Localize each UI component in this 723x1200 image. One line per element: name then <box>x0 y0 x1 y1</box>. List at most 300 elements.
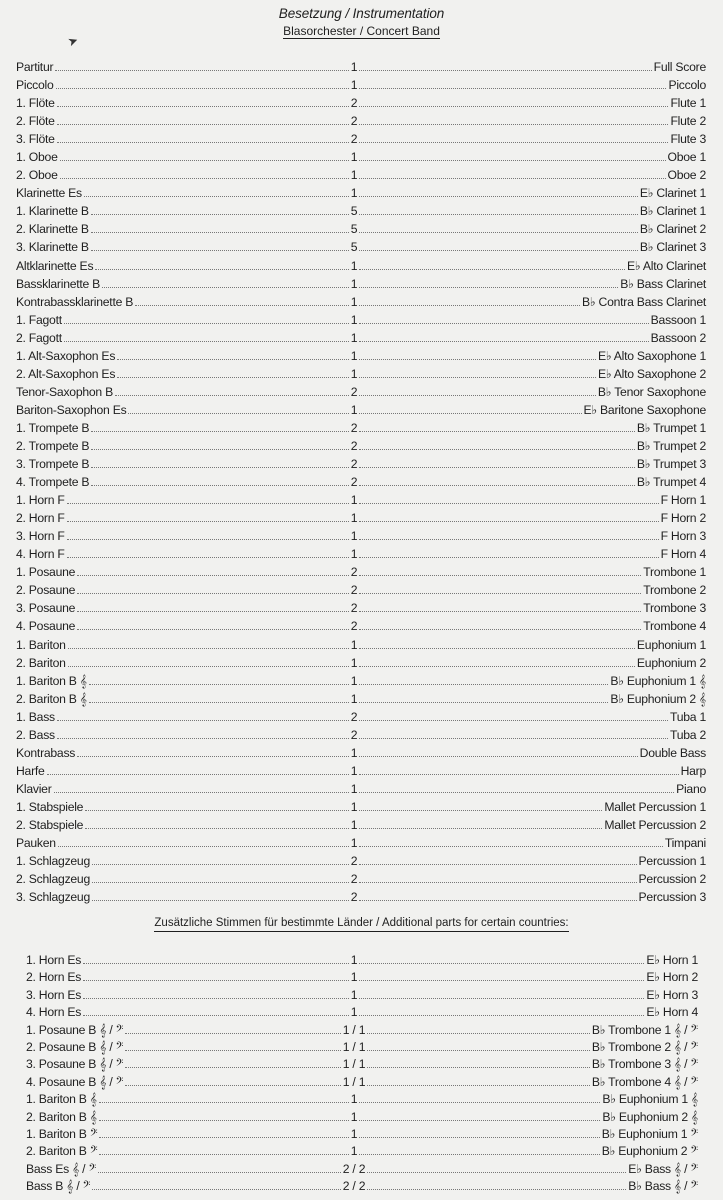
dot-leader <box>359 1015 644 1016</box>
part-row <box>26 1142 698 1159</box>
dot-leader <box>367 1085 590 1086</box>
part-name-en: Percussion 3 <box>638 890 706 905</box>
part-count: 1 <box>350 493 358 508</box>
dot-leader <box>359 980 644 981</box>
part-name-de: 2. Schlagzeug <box>16 872 90 887</box>
part-name-en: B♭ Bass Clarinet <box>620 276 706 291</box>
part-row <box>16 617 706 635</box>
dot-leader <box>77 611 349 612</box>
part-count: 1 <box>350 258 358 273</box>
part-name-de: 3. Klarinette B <box>16 240 89 255</box>
dot-leader <box>359 575 641 576</box>
part-count: 1 <box>350 745 358 760</box>
part-row <box>26 951 698 968</box>
part-name-en: E♭ Alto Clarinet <box>627 258 706 273</box>
dot-leader <box>84 196 349 197</box>
part-count: 5 <box>350 222 358 237</box>
dot-leader <box>91 214 349 215</box>
part-name-de: 1. Bariton B 𝄢 <box>26 1126 98 1141</box>
part-row <box>16 762 706 780</box>
dot-leader <box>58 846 349 847</box>
part-count: 2 <box>350 854 358 869</box>
part-count: 1 <box>350 186 358 201</box>
part-row <box>16 112 706 130</box>
dot-leader <box>359 449 635 450</box>
part-name-en: B♭ Euphonium 1 𝄞 <box>602 1092 698 1107</box>
part-name-de: Partitur <box>16 60 54 74</box>
dot-leader <box>359 666 635 667</box>
part-row <box>26 1038 698 1055</box>
part-name-de: 1. Bariton B 𝄞 <box>16 673 87 688</box>
dot-leader <box>83 998 349 999</box>
part-count: 2 / 2 <box>342 1161 366 1176</box>
part-count: 1 / 1 <box>342 1022 366 1037</box>
part-count: 1 <box>350 799 358 814</box>
page-header <box>0 5 723 40</box>
part-count: 1 <box>350 168 358 183</box>
pencil-mark-icon: ➤ <box>65 32 81 50</box>
dot-leader <box>367 1033 590 1034</box>
additional-parts-heading <box>0 916 723 932</box>
part-count: 2 <box>350 890 358 905</box>
part-name-de: 1. Horn F <box>16 493 65 508</box>
part-count: 1 <box>350 655 358 670</box>
part-name-en: Tuba 2 <box>670 727 706 742</box>
part-name-en: B♭ Trombone 4 𝄞 / 𝄢 <box>591 1074 698 1089</box>
part-row <box>26 1003 698 1020</box>
dot-leader <box>359 485 635 486</box>
dot-leader <box>57 738 349 739</box>
part-row <box>26 1021 698 1038</box>
dot-leader <box>359 864 636 865</box>
dot-leader <box>117 377 349 378</box>
dot-leader <box>359 160 665 161</box>
part-count: 2 <box>350 565 358 580</box>
part-name-en: Percussion 2 <box>638 872 706 887</box>
part-name-en: B♭ Trombone 2 𝄞 / 𝄢 <box>591 1039 698 1054</box>
part-row <box>16 94 706 112</box>
dot-leader <box>91 250 349 251</box>
part-count: 2 <box>350 114 358 129</box>
part-count: 2 <box>350 132 358 147</box>
dot-leader <box>359 593 641 594</box>
part-name-en: F Horn 1 <box>660 493 706 508</box>
dot-leader <box>85 828 349 829</box>
part-name-de: 2. Bass <box>16 727 55 742</box>
part-name-de: 2. Posaune <box>16 583 76 598</box>
part-name-en: F Horn 3 <box>660 529 706 544</box>
part-count: 1 <box>350 836 358 851</box>
part-count: 2 <box>350 457 358 472</box>
dot-leader <box>359 557 658 558</box>
dot-leader <box>359 142 668 143</box>
part-name-de: 2. Stabspiele <box>16 817 84 832</box>
dot-leader <box>359 882 636 883</box>
part-name-en: Trombone 2 <box>643 583 706 598</box>
dot-leader <box>359 305 580 306</box>
part-name-de: 3. Horn Es <box>26 987 82 1002</box>
dot-leader <box>359 998 644 999</box>
part-name-de: 2. Klarinette B <box>16 222 89 237</box>
part-count: 1 <box>350 763 358 778</box>
part-name-en: B♭ Euphonium 2 𝄞 <box>602 1109 698 1124</box>
part-name-en: E♭ Horn 3 <box>646 987 698 1002</box>
part-count: 1 <box>350 511 358 526</box>
dot-leader <box>359 232 638 233</box>
dot-leader <box>68 666 349 667</box>
part-name-de: Piccolo <box>16 78 54 93</box>
part-name-en: Oboe 1 <box>667 150 706 165</box>
part-name-de: 2. Bariton B 𝄞 <box>26 1109 97 1124</box>
dot-leader <box>359 900 636 901</box>
part-name-en: F Horn 2 <box>660 511 706 526</box>
part-row <box>26 1108 698 1125</box>
dot-leader <box>55 70 348 71</box>
part-name-en: E♭ Baritone Saxophone <box>583 402 706 417</box>
part-row <box>26 1177 698 1194</box>
part-name-de: Bass Es 𝄞 / 𝄢 <box>26 1161 97 1176</box>
part-row <box>16 744 706 762</box>
part-name-de: Altklarinette Es <box>16 258 94 273</box>
part-name-de: 1. Posaune <box>16 565 76 580</box>
additional-parts-heading-text: Zusätzliche Stimmen für bestimmte Länder / Additional parts for certain countries: <box>154 916 568 932</box>
part-count: 1 <box>350 330 358 345</box>
part-name-en: Trombone 3 <box>643 601 706 616</box>
part-name-de: Bassklarinette B <box>16 276 101 291</box>
part-name-de: 3. Trompete B <box>16 457 90 472</box>
part-row <box>16 870 706 888</box>
dot-leader <box>359 539 658 540</box>
dot-leader <box>64 341 349 342</box>
part-name-en: B♭ Trombone 3 𝄞 / 𝄢 <box>591 1057 698 1072</box>
part-count: 2 <box>350 727 358 742</box>
part-count: 2 <box>350 420 358 435</box>
part-count: 2 <box>350 872 358 887</box>
part-name-en: E♭ Horn 2 <box>646 970 698 985</box>
dot-leader <box>117 359 349 360</box>
part-name-de: 4. Horn Es <box>26 1005 82 1020</box>
part-name-en: B♭ Bass 𝄞 / 𝄢 <box>628 1179 698 1194</box>
main-parts-list <box>16 58 706 906</box>
part-count: 2 / 2 <box>342 1179 366 1194</box>
part-count: 5 <box>350 204 358 219</box>
part-name-en: B♭ Trumpet 1 <box>636 420 706 435</box>
dot-leader <box>359 395 596 396</box>
part-name-de: Pauken <box>16 836 56 851</box>
part-count: 1 <box>350 1109 358 1124</box>
part-row <box>26 1090 698 1107</box>
part-row <box>16 238 706 256</box>
part-count: 1 <box>350 1092 358 1107</box>
part-row <box>16 780 706 798</box>
part-name-de: 1. Stabspiele <box>16 799 84 814</box>
dot-leader <box>359 124 668 125</box>
part-name-de: 2. Trompete B <box>16 438 90 453</box>
dot-leader <box>125 1085 341 1086</box>
part-name-de: 2. Bariton B 𝄞 <box>16 691 87 706</box>
part-count: 1 <box>350 673 358 688</box>
part-row <box>16 726 706 744</box>
part-name-en: E♭ Horn 1 <box>646 953 698 967</box>
part-row <box>16 275 706 293</box>
dot-leader <box>115 395 349 396</box>
part-name-de: Klarinette Es <box>16 186 82 201</box>
part-row <box>16 834 706 852</box>
dot-leader <box>359 359 596 360</box>
part-row <box>16 527 706 545</box>
dot-leader <box>359 341 648 342</box>
part-row <box>16 581 706 599</box>
dot-leader <box>60 160 349 161</box>
part-name-en: Mallet Percussion 2 <box>604 817 706 832</box>
dot-leader <box>359 720 668 721</box>
dot-leader <box>359 611 641 612</box>
part-name-de: 2. Fagott <box>16 330 62 345</box>
part-row <box>16 419 706 437</box>
part-row <box>16 401 706 419</box>
dot-leader <box>92 882 349 883</box>
part-name-de: 1. Posaune B 𝄞 / 𝄢 <box>26 1022 124 1037</box>
dot-leader <box>359 738 668 739</box>
part-row <box>16 347 706 365</box>
part-name-en: Tuba 1 <box>670 709 706 724</box>
part-name-de: 2. Horn F <box>16 511 65 526</box>
part-name-en: B♭ Trumpet 4 <box>636 475 706 490</box>
part-name-de: 3. Flöte <box>16 132 55 147</box>
part-count: 1 <box>350 1005 358 1020</box>
part-name-de: 3. Horn F <box>16 529 65 544</box>
part-row <box>16 202 706 220</box>
dot-leader <box>99 1154 348 1155</box>
part-count: 1 <box>350 970 358 985</box>
dot-leader <box>128 413 348 414</box>
part-name-en: B♭ Clarinet 1 <box>639 204 706 219</box>
part-name-de: 1. Bass <box>16 709 55 724</box>
dot-leader <box>135 305 349 306</box>
part-name-de: 1. Schlagzeug <box>16 854 90 869</box>
page-title: Besetzung / Instrumentation <box>278 6 445 21</box>
part-name-de: 1. Bariton B 𝄞 <box>26 1092 97 1107</box>
dot-leader <box>83 963 349 964</box>
part-name-en: Percussion 1 <box>638 854 706 869</box>
part-count: 1 <box>350 637 358 652</box>
dot-leader <box>359 106 668 107</box>
dot-leader <box>359 413 581 414</box>
dot-leader <box>102 287 349 288</box>
part-count: 1 <box>350 1144 358 1159</box>
dot-leader <box>99 1137 348 1138</box>
part-name-en: Bassoon 1 <box>650 312 706 327</box>
part-count: 1 / 1 <box>342 1074 366 1089</box>
part-name-de: 3. Posaune B 𝄞 / 𝄢 <box>26 1057 124 1072</box>
part-row <box>16 293 706 311</box>
dot-leader <box>359 503 658 504</box>
dot-leader <box>60 178 349 179</box>
dot-leader <box>359 1137 599 1138</box>
part-row <box>16 888 706 906</box>
dot-leader <box>359 1102 600 1103</box>
dot-leader <box>359 196 638 197</box>
part-name-en: Euphonium 1 <box>636 637 706 652</box>
part-name-de: Harfe <box>16 763 45 778</box>
dot-leader <box>359 629 641 630</box>
part-row <box>16 311 706 329</box>
part-name-en: B♭ Euphonium 1 𝄞 <box>610 673 706 688</box>
part-row <box>16 473 706 491</box>
part-name-en: Trombone 4 <box>643 619 706 634</box>
part-name-en: Piccolo <box>668 78 706 93</box>
dot-leader <box>77 756 349 757</box>
dot-leader <box>359 250 638 251</box>
dot-leader <box>125 1050 341 1051</box>
part-count: 2 <box>350 583 358 598</box>
part-count: 1 <box>350 817 358 832</box>
part-row <box>26 986 698 1003</box>
dot-leader <box>359 756 637 757</box>
dot-leader <box>359 287 618 288</box>
part-count: 1 <box>350 547 358 562</box>
part-name-de: 1. Alt-Saxophon Es <box>16 348 116 363</box>
part-count: 1 <box>350 78 358 93</box>
dot-leader <box>89 702 349 703</box>
dot-leader <box>359 702 608 703</box>
part-row <box>16 816 706 834</box>
dot-leader <box>367 1189 626 1190</box>
part-name-en: Full Score <box>653 60 706 74</box>
dot-leader <box>98 1172 341 1173</box>
dot-leader <box>54 792 349 793</box>
dot-leader <box>359 214 638 215</box>
part-row <box>16 130 706 148</box>
part-name-en: B♭ Trombone 1 𝄞 / 𝄢 <box>591 1022 698 1037</box>
additional-parts-list <box>26 951 698 1194</box>
part-count: 2 <box>350 475 358 490</box>
part-name-en: B♭ Euphonium 1 𝄢 <box>601 1126 698 1141</box>
dot-leader <box>47 774 349 775</box>
part-count: 2 <box>350 438 358 453</box>
part-name-de: 2. Flöte <box>16 114 55 129</box>
part-count: 1 <box>350 312 358 327</box>
part-name-de: 2. Alt-Saxophon Es <box>16 366 116 381</box>
dot-leader <box>67 557 349 558</box>
part-row <box>26 1073 698 1090</box>
dot-leader <box>367 1067 590 1068</box>
part-name-en: Euphonium 2 <box>636 655 706 670</box>
dot-leader <box>359 963 644 964</box>
part-row <box>16 545 706 563</box>
part-name-de: 3. Schlagzeug <box>16 890 90 905</box>
part-count: 2 <box>350 601 358 616</box>
part-name-de: 2. Bariton B 𝄢 <box>26 1144 98 1159</box>
dot-leader <box>91 467 348 468</box>
part-name-de: 1. Oboe <box>16 150 58 165</box>
dot-leader <box>359 1154 599 1155</box>
part-row <box>26 1160 698 1177</box>
dot-leader <box>359 648 635 649</box>
part-count: 5 <box>350 240 358 255</box>
dot-leader <box>56 88 349 89</box>
part-name-de: 2. Oboe <box>16 168 58 183</box>
part-count: 1 <box>350 529 358 544</box>
dot-leader <box>77 593 349 594</box>
dot-leader <box>359 70 651 71</box>
dot-leader <box>367 1172 626 1173</box>
part-name-en: Mallet Percussion 1 <box>604 799 706 814</box>
part-name-en: Flute 3 <box>670 132 706 147</box>
dot-leader <box>91 449 348 450</box>
part-count: 1 <box>350 348 358 363</box>
part-name-en: B♭ Trumpet 2 <box>636 438 706 453</box>
part-row <box>16 383 706 401</box>
part-row <box>16 509 706 527</box>
part-count: 1 <box>350 781 358 796</box>
part-name-de: 2. Bariton <box>16 655 66 670</box>
dot-leader <box>92 1189 341 1190</box>
part-name-de: 4. Trompete B <box>16 475 90 490</box>
dot-leader <box>92 900 349 901</box>
part-count: 1 <box>350 953 358 967</box>
part-row <box>16 329 706 347</box>
dot-leader <box>359 792 674 793</box>
dot-leader <box>125 1033 341 1034</box>
part-row <box>16 58 706 76</box>
dot-leader <box>359 178 665 179</box>
part-name-de: 2. Horn Es <box>26 970 82 985</box>
part-name-en: Bassoon 2 <box>650 330 706 345</box>
dot-leader <box>367 1050 590 1051</box>
part-name-de: 2. Posaune B 𝄞 / 𝄢 <box>26 1039 124 1054</box>
part-row <box>16 672 706 690</box>
part-row <box>16 365 706 383</box>
part-row <box>16 636 706 654</box>
part-row <box>26 1055 698 1072</box>
dot-leader <box>83 980 349 981</box>
dot-leader <box>92 864 349 865</box>
dot-leader <box>91 232 349 233</box>
part-row <box>16 437 706 455</box>
part-name-en: E♭ Alto Saxophone 2 <box>597 366 706 381</box>
part-name-en: Double Bass <box>639 745 706 760</box>
dot-leader <box>99 1120 349 1121</box>
part-name-en: B♭ Trumpet 3 <box>636 457 706 472</box>
dot-leader <box>57 124 349 125</box>
part-name-de: 4. Posaune B 𝄞 / 𝄢 <box>26 1074 124 1089</box>
part-name-de: 4. Posaune <box>16 619 76 634</box>
part-name-en: Piano <box>676 781 706 796</box>
part-row <box>16 654 706 672</box>
dot-leader <box>83 1015 349 1016</box>
part-row <box>16 184 706 202</box>
dot-leader <box>68 648 349 649</box>
part-count: 1 <box>350 402 358 417</box>
part-name-en: Oboe 2 <box>667 168 706 183</box>
dot-leader <box>67 539 349 540</box>
dot-leader <box>95 269 348 270</box>
part-row <box>16 708 706 726</box>
dot-leader <box>359 846 663 847</box>
part-count: 2 <box>350 96 358 111</box>
part-name-de: 1. Horn Es <box>26 953 82 967</box>
dot-leader <box>359 810 602 811</box>
part-name-de: Bass B 𝄞 / 𝄢 <box>26 1179 91 1194</box>
dot-leader <box>99 1102 349 1103</box>
dot-leader <box>67 521 349 522</box>
part-name-en: B♭ Tenor Saxophone <box>597 384 706 399</box>
part-name-en: Timpani <box>664 836 706 851</box>
part-row <box>16 148 706 166</box>
part-name-de: 1. Bariton <box>16 637 66 652</box>
part-name-en: Flute 2 <box>670 114 706 129</box>
